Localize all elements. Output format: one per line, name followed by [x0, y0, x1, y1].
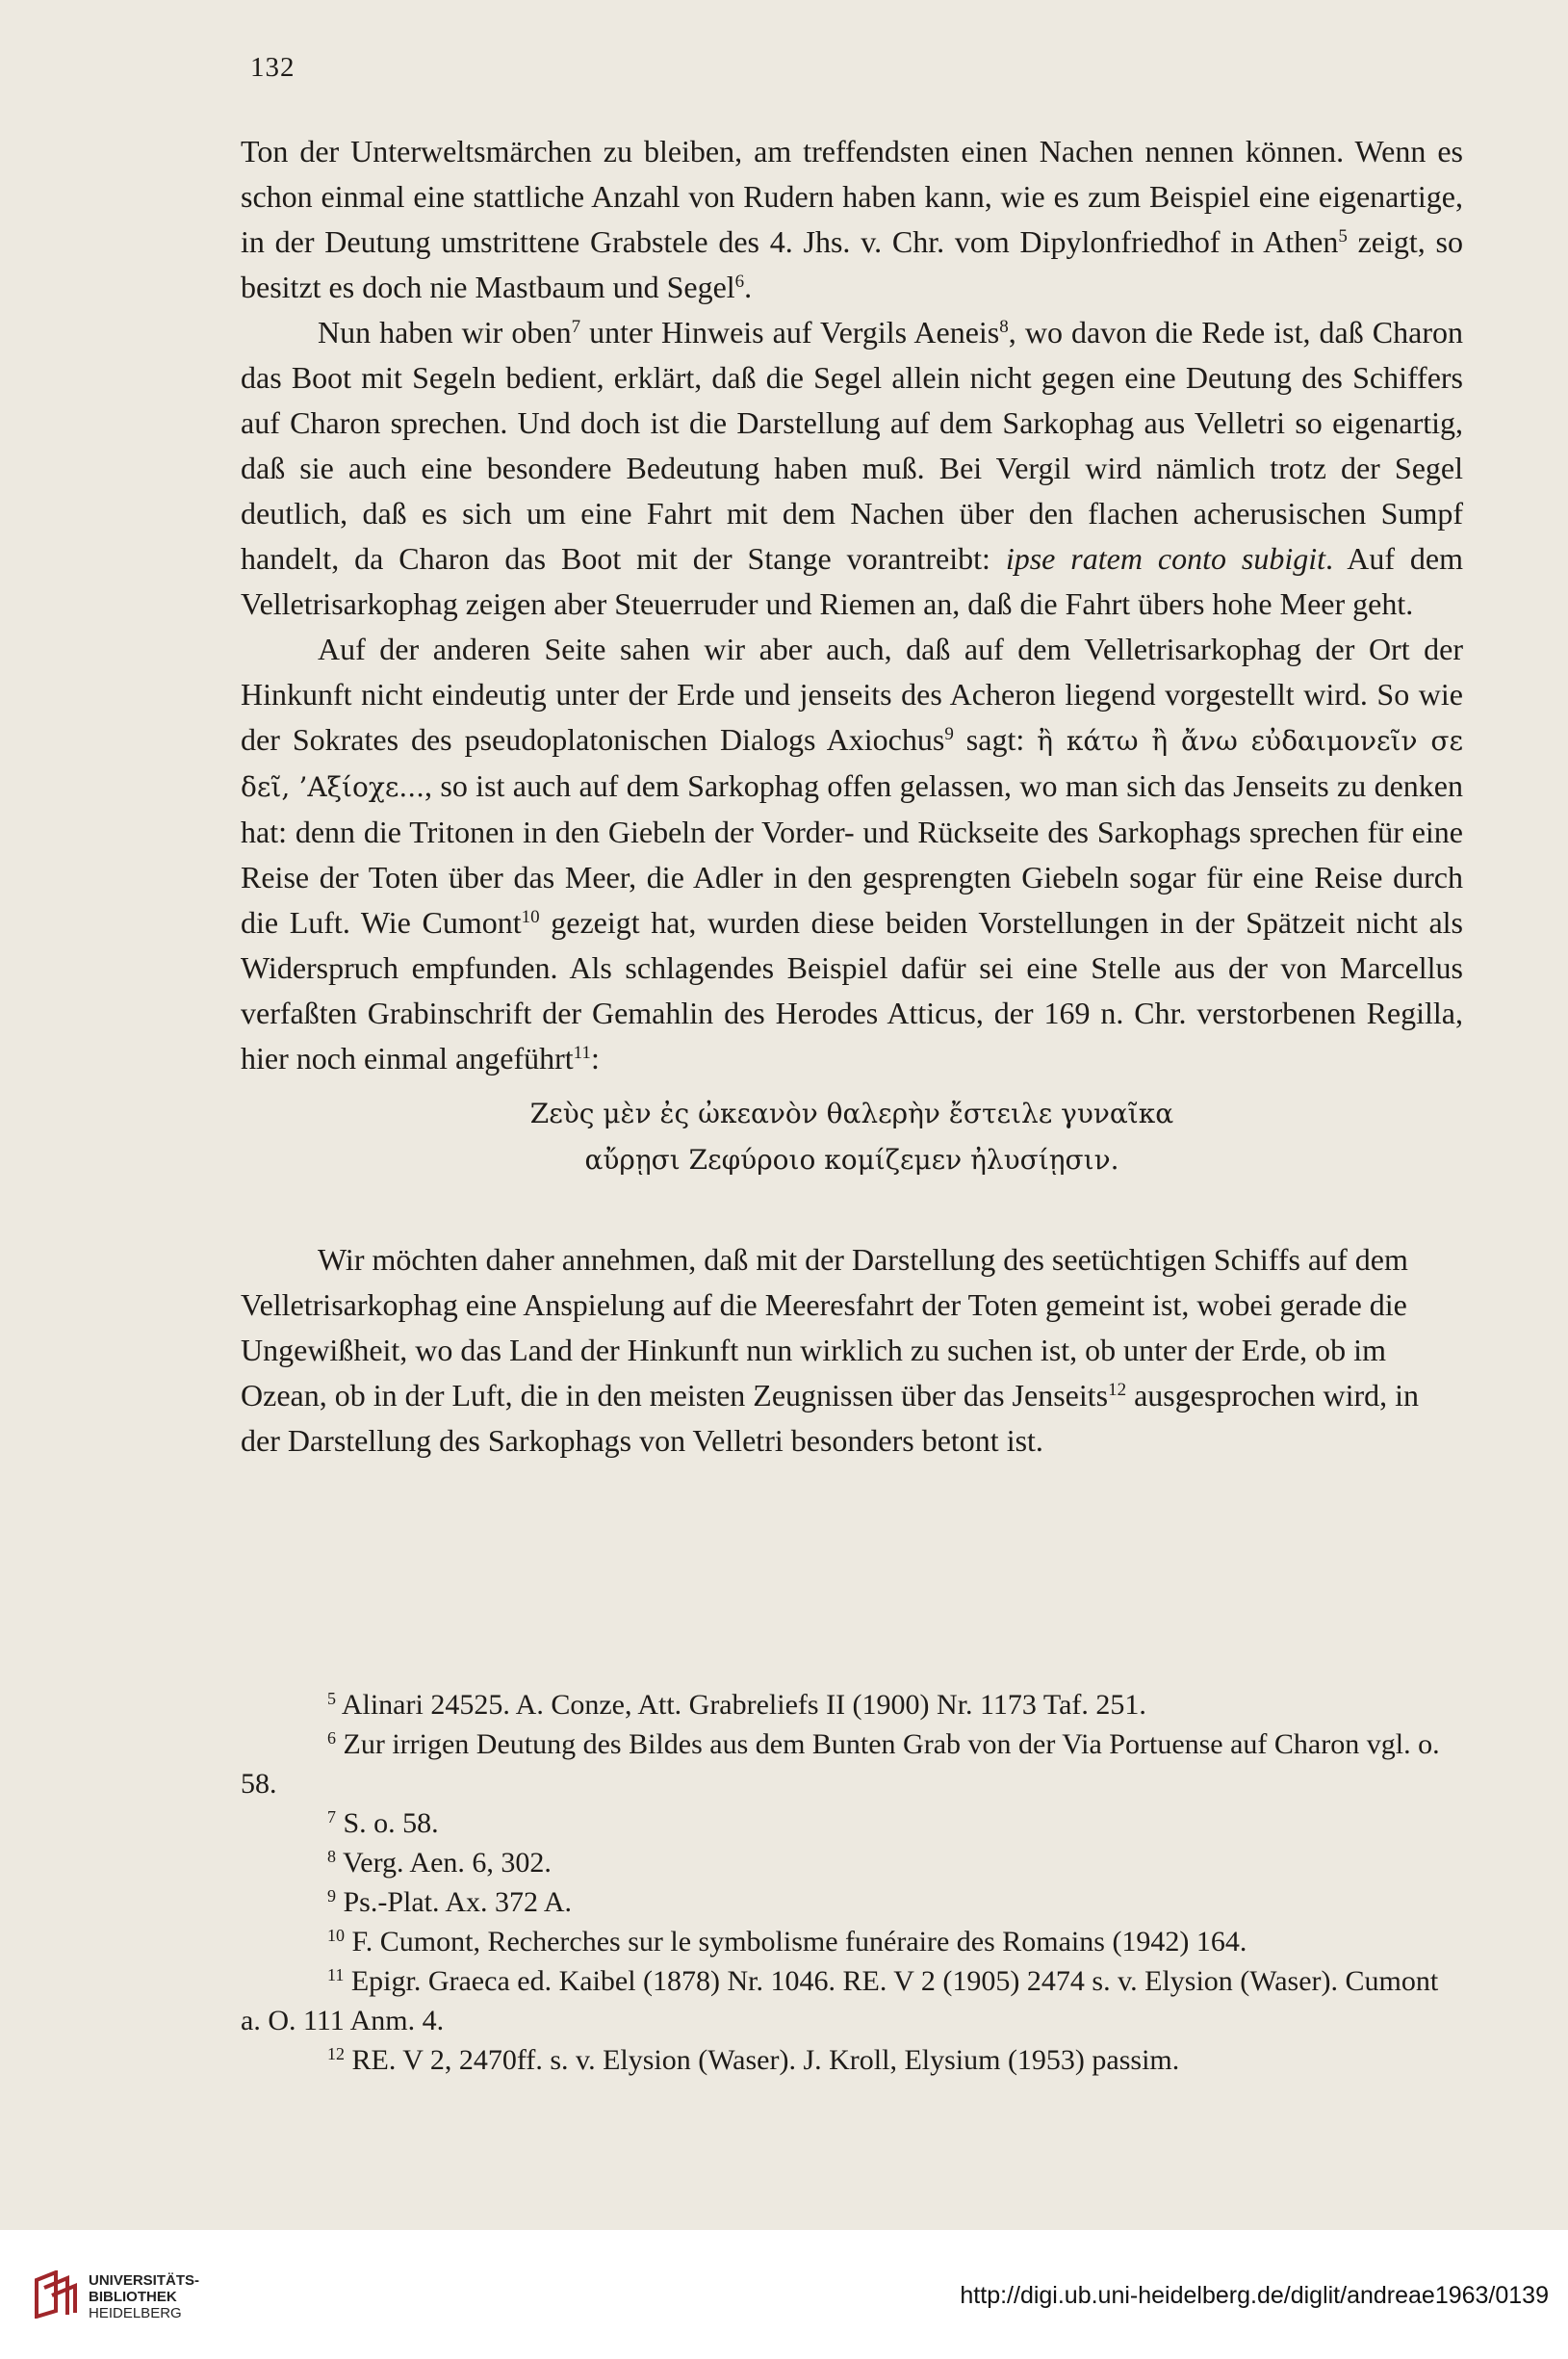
text-run: Auf der anderen Seite sahen wir aber auch, daß auf dem Velletrisarkophag der Ort der Hinkunft nicht eindeutig unter der Erde und jenseits des Acheron liegend vorgestellt wird. So wie der Sokrates des pseudoplatonischen Dialogs Axiochus [241, 632, 1463, 757]
footnote-number: 8 [327, 1847, 336, 1866]
footnote-text: Verg. Aen. 6, 302. [336, 1847, 552, 1879]
footnote-6 [241, 1724, 1463, 1803]
latin-quote: ipse ratem conto subigit [1005, 541, 1326, 576]
library-name [89, 2272, 199, 2321]
text-run: Ton der Unterweltsmärchen zu bleiben, am treffendsten einen Nachen nennen können. Wenn es schon einmal eine stattliche Anzahl von Rudern haben kann, wie es zum Beispiel eine eigenartige, in der Deutung umstrittene Grabstele des 4. Jhs. v. Chr. vom Dipylonfriedhof in Athen [241, 134, 1463, 259]
footnote-number: 12 [327, 2044, 345, 2063]
paragraph-2 [241, 310, 1463, 627]
text-run: unter Hinweis auf Vergils Aeneis [580, 315, 1000, 350]
text-run: : [590, 1041, 600, 1076]
footnote-number: 11 [327, 1965, 345, 1984]
paragraph-4 [241, 1237, 1463, 1464]
library-name-line: HEIDELBERG [89, 2305, 182, 2321]
paragraph-3 [241, 627, 1463, 1081]
footnote-number: 10 [327, 1926, 345, 1945]
footnote-ref[interactable]: 6 [734, 272, 745, 292]
text-run: Wir möchten daher annehmen, daß mit der Darstellung des seetüchtigen Schiffs auf dem Velletrisarkophag eine Anspielung auf die Meeresfahrt der Toten gemeint ist, wobei gerade die Ungewißheit, wo das Land der Hinkunft nun wirklich zu suchen ist, ob unter der Erde, ob im Ozean, ob in der Luft, die in den meisten Zeugnissen über das Jenseits [241, 1242, 1408, 1413]
footnote-ref[interactable]: 7 [571, 317, 581, 337]
footnote-ref[interactable]: 11 [573, 1043, 591, 1063]
text-run: , so ist auch auf dem Sarkophag offen gelassen, wo man sich das Jenseits zu denken hat: denn die Tritonen in den Giebeln der Vorder- und Rückseite des Sarkophags sprechen für eine Reise der Toten über das Meer, die Adler in den gesprengten Giebeln sogar für eine Reise durch die Luft. Wie Cumont [241, 768, 1464, 940]
greek-verse-block [241, 1091, 1463, 1183]
footnote-number: 5 [327, 1689, 336, 1708]
text-run: ausgesprochen wird, in der Darstellung des Sarkophags von Velletri besonders betont ist. [241, 1378, 1420, 1458]
footnote-text: S. o. 58. [336, 1807, 439, 1839]
footnote-7 [241, 1803, 1463, 1843]
library-name-line: UNIVERSITÄTS- [89, 2272, 200, 2289]
verse-line-2: αὔρῃσι Ζεφύροιο κομίζεμεν ἠλυσίῃσιν. [584, 1144, 1119, 1176]
footnote-11 [241, 1961, 1463, 2040]
footnote-5 [241, 1685, 1463, 1724]
library-logo-icon[interactable] [33, 2270, 79, 2319]
body-text [241, 129, 1463, 1464]
footnote-number: 6 [327, 1728, 336, 1748]
greek-quote: ἢ κάτω ἢ ἄνω εὐδαιμονεῖν σε δεῖ, ’Αξίοχε... [241, 725, 1464, 803]
viewer-footer [0, 2230, 1568, 2359]
footnote-text: F. Cumont, Recherches sur le symbolisme funéraire des Romains (1942) 164. [345, 1926, 1247, 1957]
verse-line-1: Ζεὺς μὲν ἐς ὠκεανὸν θαλερὴν ἔστειλε γυναῖκα [529, 1098, 1174, 1129]
page-number: 132 [250, 52, 296, 83]
text-run: . Auf dem Velletrisarkophag zeigen aber Steuerruder und Riemen an, daß die Fahrt übers hohe Meer geht. [241, 541, 1464, 621]
text-run: Nun haben wir oben [318, 315, 572, 350]
footnotes [241, 1685, 1463, 2080]
footnote-9 [241, 1882, 1463, 1922]
footnote-text: Zur irrigen Deutung des Bildes aus dem Bunten Grab von der Via Portuense auf Charon vgl. o. 58. [241, 1728, 1440, 1800]
footnote-text: RE. V 2, 2470ff. s. v. Elysion (Waser). J. Kroll, Elysium (1953) passim. [345, 2044, 1180, 2076]
text-run: . [744, 270, 753, 304]
footnote-ref[interactable]: 5 [1338, 226, 1348, 246]
text-run: zeigt, so besitzt es doch nie Mastbaum und Segel [241, 224, 1464, 304]
text-run: , wo davon die Rede ist, daß Charon das Boot mit Segeln bedient, erklärt, daß die Segel allein nicht gegen eine Deutung des Schiffers auf Charon sprechen. Und doch ist die Darstellung auf dem Sarkophag aus Velletri so eigenartig, daß sie auch eine besondere Bedeutung haben muß. Bei Vergil wird nämlich trotz der Segel deutlich, daß es sich um eine Fahrt mit dem Nachen über den flachen acherusischen Sumpf handelt, da Charon das Boot mit der Stange vorantreibt: [241, 315, 1464, 576]
footnote-number: 7 [327, 1807, 336, 1827]
footnote-number: 9 [327, 1886, 336, 1905]
library-name-line: BIBLIOTHEK [89, 2289, 177, 2305]
footnote-12 [241, 2040, 1463, 2080]
paragraph-1 [241, 129, 1463, 310]
footnote-10 [241, 1922, 1463, 1961]
footnote-text: Epigr. Graeca ed. Kaibel (1878) Nr. 1046. RE. V 2 (1905) 2474 s. v. Elysion (Waser). Cumont a. O. 111 Anm. 4. [241, 1965, 1439, 2036]
footnote-text: Alinari 24525. A. Conze, Att. Grabreliefs II (1900) Nr. 1173 Taf. 251. [336, 1689, 1146, 1721]
footnote-ref[interactable]: 8 [999, 317, 1009, 337]
text-run: gezeigt hat, wurden diese beiden Vorstellungen in der Spätzeit nicht als Widerspruch empfunden. Als schlagendes Beispiel dafür sei eine Stelle aus der von Marcellus verfaßten Grabinschrift der Gemahlin des Herodes Atticus, der 169 n. Chr. verstorbenen Regilla, hier noch einmal angeführt [241, 905, 1464, 1076]
text-run: sagt: [953, 722, 1038, 757]
footnote-8 [241, 1843, 1463, 1882]
footnote-ref[interactable]: 10 [521, 907, 540, 927]
footnote-text: Ps.-Plat. Ax. 372 A. [336, 1886, 573, 1918]
source-url-link[interactable]: http://digi.ub.uni-heidelberg.de/diglit/andreae1963/0139 [960, 2282, 1549, 2309]
footnote-ref[interactable]: 12 [1108, 1380, 1127, 1400]
footnote-ref[interactable]: 9 [944, 724, 954, 744]
